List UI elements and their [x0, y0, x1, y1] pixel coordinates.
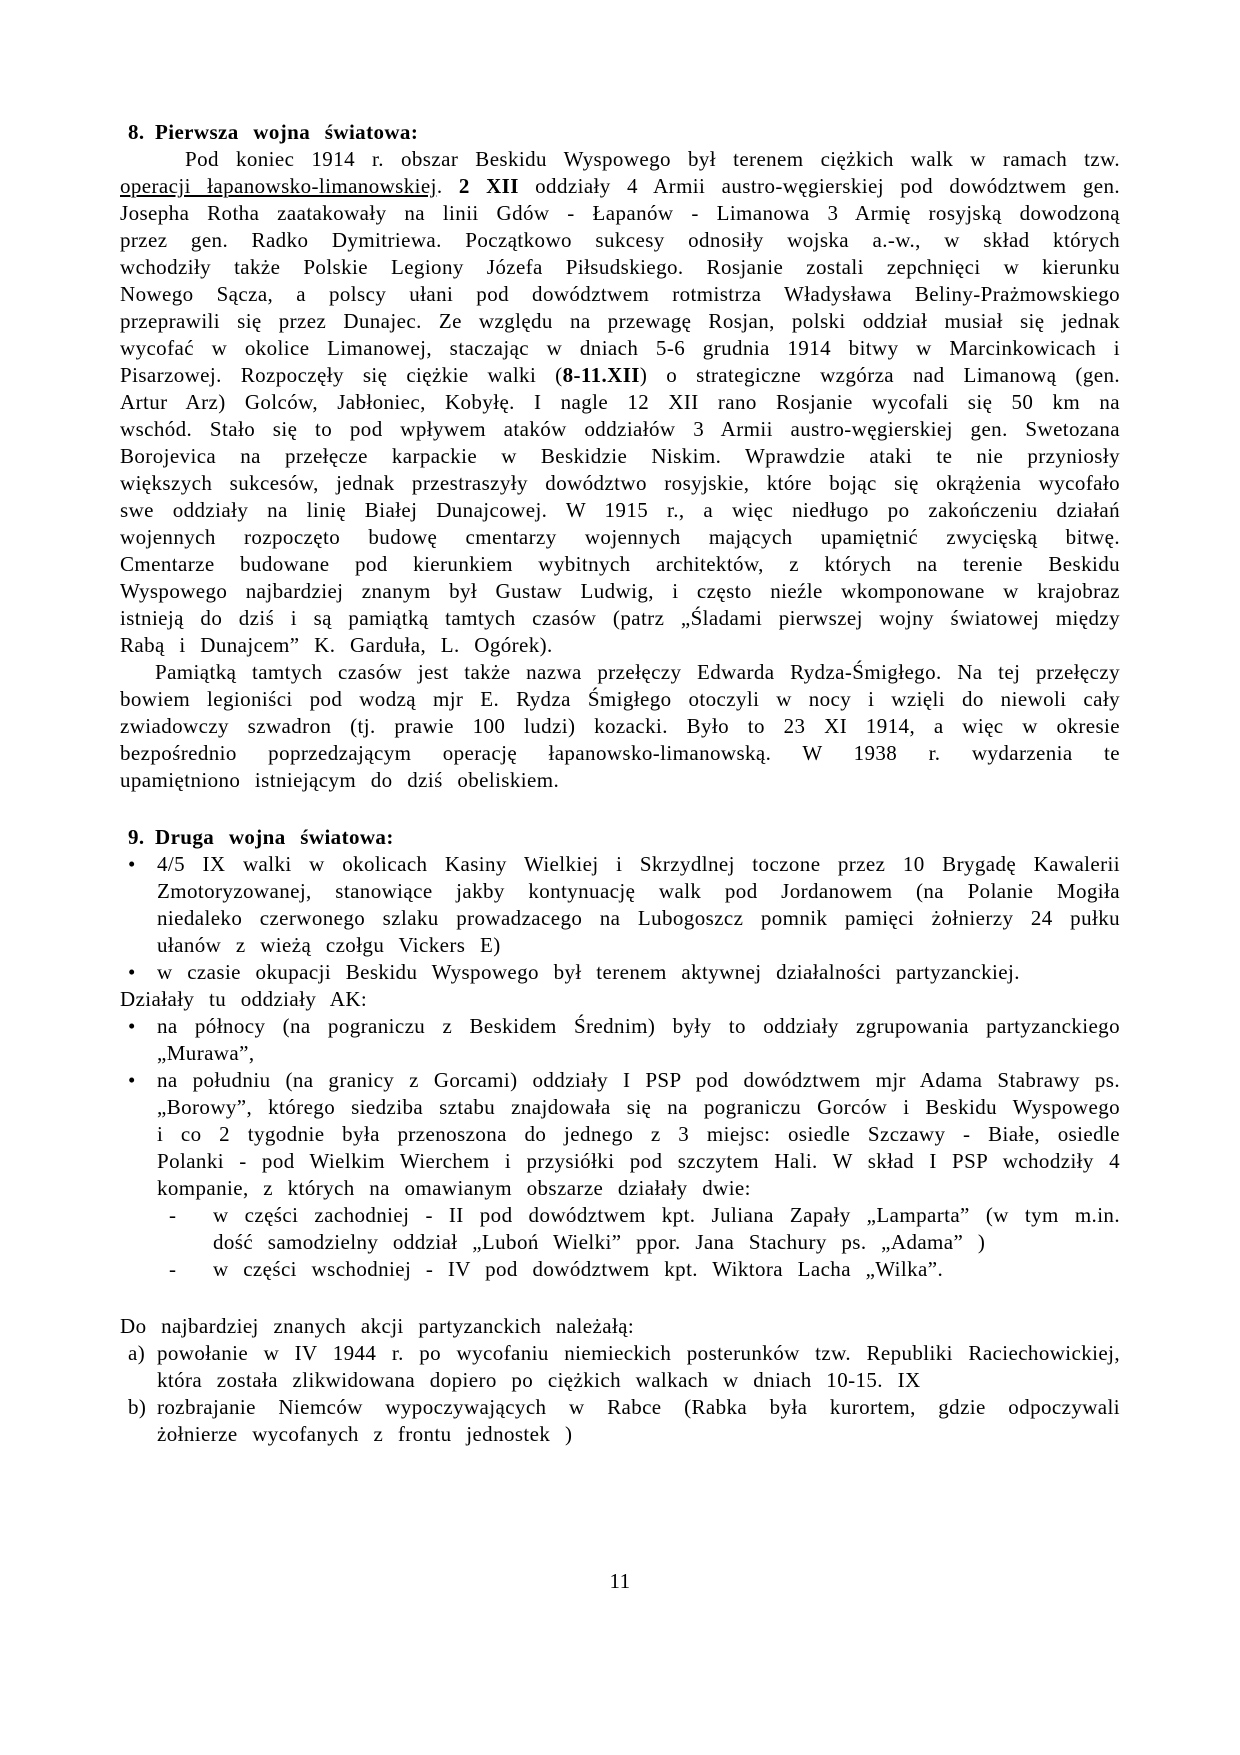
- text-run: powołanie w IV 1944 r. po wycofaniu niemieckich posterunków tzw. Republiki Raciechowickiej, która została zlikwidowana dopiero po ciężkich walkach w dniach 10-15. IX: [157, 1341, 1120, 1392]
- paragraph-ww1-main: [120, 146, 1120, 659]
- heading-marker: 9.: [128, 825, 145, 849]
- bullet-marker: •: [128, 1068, 136, 1092]
- alpha-marker: a): [128, 1341, 146, 1365]
- line-akcje: [120, 1313, 1120, 1340]
- paragraph-ww1-pass: [120, 659, 1120, 794]
- text-run: Działały tu oddziały AK:: [120, 987, 368, 1011]
- bullet-marker: •: [128, 1014, 136, 1038]
- heading-marker: 8.: [128, 120, 145, 144]
- dash-marker: -: [169, 1203, 177, 1227]
- text-run: na północy (na pograniczu z Beskidem Średnim) były to oddziały zgrupowania partyzanckiego „Murawa”,: [157, 1014, 1120, 1065]
- text-run: Druga wojna światowa:: [155, 825, 394, 849]
- bullet-kasina: [120, 851, 1120, 959]
- bullet-polnoc: [120, 1013, 1120, 1067]
- dash-marker: -: [169, 1257, 177, 1281]
- page-number: 11: [609, 1569, 631, 1593]
- text-run: w części zachodniej - II pod dowództwem kpt. Juliana Zapały „Lamparta” (w tym m.in. dość samodzielny oddział „Luboń Wielki” ppor. Jana Stachury ps. „Adama” ): [213, 1203, 1120, 1254]
- text-run: oddziały 4 Armii austro-węgierskiej pod dowództwem gen. Josepha Rotha zaatakowały na linii Gdów - Łapanów - Limanowa 3 Armię rosyjską dowodzoną przez gen. Radko Dymitriewa. Początkowo sukcesy odnosiły wojska a.-w., w skład których wchodziły także Polskie Legiony Józefa Piłsudskiego. Rosjanie zostali zepchnięci w kierunku Nowego Sącza, a polscy ułani pod dowództwem rotmistrza Władysława Beliny-Prażmowskiego przeprawili się przez Dunajec. Ze względu na przewagę Rosjan, polski oddział musiał się jednak wycofać w okolice Limanowej, staczając w dniach 5-6 grudnia 1914 bitwy w Marcinkowicach i Pisarzowej. Rozpoczęły się ciężkie walki (: [120, 174, 1120, 387]
- text-run: Pod koniec 1914 r. obszar Beskidu Wyspowego był terenem ciężkich walk w ramach tzw.: [185, 147, 1120, 171]
- bullet-poludnie: [120, 1067, 1120, 1202]
- text-run: ) o strategiczne wzgórza nad Limanową (gen. Artur Arz) Golców, Jabłoniec, Kobyłę. I nagle 12 XII rano Rosjanie wycofali się 50 km na wschód. Stało się to pod wpływem ataków oddziałów 3 Armii austro-węgierskiej gen. Swetozana Borojevica na przełęcze karpackie w Beskidzie Niskim. Wprawdzie ataki te nie przyniosły większych sukcesów, jednak przestraszyły dowództwo rosyjskie, które bojąc się okrążenia wycofało swe oddziały na linię Białej Dunajcowej. W 1915 r., a więc niedługo po zakończeniu działań wojennych rozpoczęto budowę cmentarzy wojennych mających upamiętnić zwycięską bitwę. Cmentarze budowane pod kierunkiem wybitnych architektów, z których na terenie Beskidu Wyspowego najbardziej znanym był Gustaw Ludwig, i często nieźle wkomponowane w krajobraz istnieją do dziś i są pamiątką tamtych czasów (patrz „Śladami pierwszej wojny światowej między Rabą i Dunajcem” K. Garduła, L. Ogórek).: [120, 363, 1121, 657]
- text-run: Pierwsza wojna światowa:: [155, 120, 419, 144]
- text-run: w czasie okupacji Beskidu Wyspowego był terenem aktywnej działalności partyzanckiej.: [157, 960, 1020, 984]
- text-run: Pamiątką tamtych czasów jest także nazwa przełęczy Edwarda Rydza-Śmigłego. Na tej przełęczy bowiem legioniści pod wodzą mjr E. Rydza Śmigłego otoczyli w nocy i wzięli do niewoli cały zwiadowczy szwadron (tj. prawie 100 ludzi) kozacki. Było to 23 XI 1914, a więc w okresie bezpośrednio poprzedzającym operację łapanowsko-limanowską. W 1938 r. wydarzenia te upamiętniono istniejącym do dziś obeliskiem.: [120, 660, 1120, 792]
- text-run: 8-11.XII: [562, 363, 640, 387]
- text-run: rozbrajanie Niemców wypoczywających w Rabce (Rabka była kurortem, gdzie odpoczywali żołnierze wycofanych z frontu jednostek ): [157, 1395, 1120, 1446]
- heading-ww1: [120, 119, 1120, 146]
- alpha-marker: b): [128, 1395, 147, 1419]
- text-run: w części wschodniej - IV pod dowództwem kpt. Wiktora Lacha „Wilka”.: [213, 1257, 944, 1281]
- item-a: [120, 1340, 1120, 1394]
- dash-wschodnia: [120, 1256, 1120, 1283]
- item-b: [120, 1394, 1120, 1448]
- bullet-marker: •: [128, 960, 136, 984]
- heading-ww2: [120, 824, 1120, 851]
- text-run: Do najbardziej znanych akcji partyzanckich należałą:: [120, 1314, 635, 1338]
- dash-zachodnia: [120, 1202, 1120, 1256]
- bullet-marker: •: [128, 852, 136, 876]
- text-run: na południu (na granicy z Gorcami) oddziały I PSP pod dowództwem mjr Adama Stabrawy ps. „Borowy”, którego siedziba sztabu znajdowała się na pograniczu Gorców i Beskidu Wyspowego i co 2 tygodnie była przenoszona do jednego z 3 miejsc: osiedle Szczawy - Białe, osiedle Polanki - pod Wielkim Wierchem i przysiółki pod szczytem Hali. W skład I PSP wchodziły 4 kompanie, z których na omawianym obszarze działały dwie:: [157, 1068, 1120, 1200]
- text-run: 2 XII: [458, 174, 519, 198]
- bullet-okupacja: [120, 959, 1120, 986]
- text-run: 4/5 IX walki w okolicach Kasiny Wielkiej i Skrzydlnej toczone przez 10 Brygadę Kawalerii Zmotoryzowanej, stanowiące jakby kontynuację walk pod Jordanowem (na Polanie Mogiła niedaleko czerwonego szlaku prowadzacego na Lubogoszcz pomnik pamięci żołnierzy 24 pułku ułanów z wieżą czołgu Vickers E): [157, 852, 1120, 957]
- text-run: .: [436, 174, 459, 198]
- line-ak: [120, 986, 1120, 1013]
- text-run: operacji łapanowsko-limanowskiej: [120, 174, 437, 198]
